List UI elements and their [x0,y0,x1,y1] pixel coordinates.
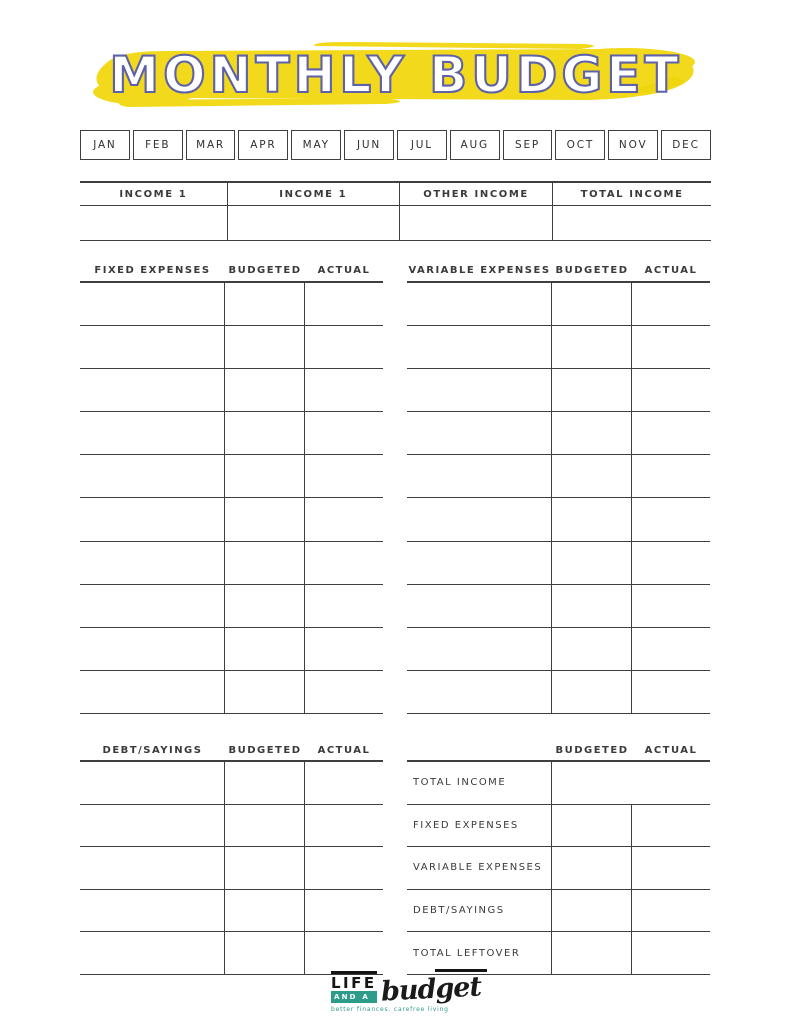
variable-expenses-title: VARIABLE EXPENSES [408,264,551,276]
fixed-actual-cell[interactable] [305,326,383,369]
fixed-name-cell[interactable] [80,283,225,326]
fixed-actual-cell[interactable] [305,628,383,671]
summary-label-fixed-expenses: FIXED EXPENSES [407,805,552,848]
summary-variable-actual[interactable] [632,847,710,890]
debt-budgeted-cell[interactable] [225,847,305,890]
variable-budgeted-cell[interactable] [552,369,632,412]
fixed-budgeted-cell[interactable] [225,498,305,541]
fixed-actual-cell[interactable] [305,283,383,326]
summary-fixed-actual[interactable] [632,805,710,848]
income1b-header: INCOME 1 [228,183,400,206]
variable-name-cell[interactable] [407,412,552,455]
other-income-input[interactable] [400,206,553,240]
variable-budgeted-cell[interactable] [552,455,632,498]
debt-budgeted-cell[interactable] [225,762,305,805]
debt-actual-cell[interactable] [305,805,383,848]
debt-name-cell[interactable] [80,890,225,933]
variable-name-cell[interactable] [407,369,552,412]
debt-savings-table [80,760,383,975]
fixed-budgeted-cell[interactable] [225,671,305,714]
fixed-budgeted-cell[interactable] [225,283,305,326]
variable-name-cell[interactable] [407,498,552,541]
variable-actual-cell[interactable] [632,412,710,455]
variable-actual-cell[interactable] [632,542,710,585]
month-tab-oct[interactable]: OCT [555,130,605,160]
logo-budget-script: budget [379,971,482,1008]
debt-actual-cell[interactable] [305,890,383,933]
month-tab-jun[interactable]: JUN [344,130,394,160]
month-tab-may[interactable]: MAY [291,130,341,160]
fixed-actual-cell[interactable] [305,455,383,498]
month-tab-jul[interactable]: JUL [397,130,447,160]
summary-total-income-value2[interactable] [632,762,710,805]
fixed-budgeted-cell[interactable] [225,369,305,412]
summary-variable-budgeted[interactable] [552,847,632,890]
debt-actual-cell[interactable] [305,762,383,805]
variable-name-cell[interactable] [407,628,552,671]
fixed-expenses-title: FIXED EXPENSES [94,264,211,276]
summary-actual-header: ACTUAL [644,744,698,756]
variable-budgeted-cell[interactable] [552,671,632,714]
variable-name-cell[interactable] [407,671,552,714]
income1-header: INCOME 1 [80,183,228,206]
variable-budgeted-cell[interactable] [552,585,632,628]
fixed-budgeted-cell[interactable] [225,542,305,585]
total-income-header: TOTAL INCOME [553,183,711,206]
summary-label-debt-savings: DEBT/SAYINGS [407,890,552,933]
fixed-actual-cell[interactable] [305,671,383,714]
variable-name-cell[interactable] [407,542,552,585]
total-income-input[interactable] [553,206,711,240]
variable-actual-cell[interactable] [632,326,710,369]
month-selector [80,130,711,160]
month-tab-jan[interactable]: JAN [80,130,130,160]
debt-name-cell[interactable] [80,762,225,805]
variable-name-cell[interactable] [407,585,552,628]
logo-tagline: better finances. carefree living [331,1006,449,1014]
fixed-name-cell[interactable] [80,542,225,585]
fixed-budgeted-cell[interactable] [225,628,305,671]
summary-budgeted-header: BUDGETED [555,744,629,756]
summary-table [407,760,710,975]
variable-expenses-header-row [407,261,710,279]
variable-expenses-table [407,281,710,714]
variable-actual-cell[interactable] [632,585,710,628]
debt-budgeted-cell[interactable] [225,932,305,975]
month-tab-aug[interactable]: AUG [450,130,500,160]
fixed-name-cell[interactable] [80,455,225,498]
debt-actual-header: ACTUAL [317,744,371,756]
debt-name-cell[interactable] [80,932,225,975]
fixed-name-cell[interactable] [80,369,225,412]
variable-budgeted-cell[interactable] [552,498,632,541]
fixed-actual-cell[interactable] [305,412,383,455]
summary-leftover-actual[interactable] [632,932,710,975]
fixed-actual-cell[interactable] [305,542,383,585]
summary-debt-budgeted[interactable] [552,890,632,933]
fixed-actual-cell[interactable] [305,585,383,628]
other-income-header: OTHER INCOME [400,183,553,206]
fixed-budgeted-cell[interactable] [225,585,305,628]
variable-budgeted-cell[interactable] [552,412,632,455]
month-tab-nov[interactable]: NOV [608,130,658,160]
logo-anda-badge: AND A [331,991,377,1003]
debt-savings-title: DEBT/SAYINGS [102,744,203,756]
variable-budgeted-cell[interactable] [552,326,632,369]
fixed-budgeted-header: BUDGETED [228,264,302,276]
debt-name-cell[interactable] [80,847,225,890]
variable-actual-cell[interactable] [632,283,710,326]
summary-header-row [407,741,710,759]
logo-life-text: LIFE [331,973,377,992]
debt-actual-cell[interactable] [305,932,383,975]
variable-actual-header: ACTUAL [644,264,698,276]
variable-actual-cell[interactable] [632,671,710,714]
income1b-input[interactable] [228,206,400,240]
month-tab-mar[interactable]: MAR [186,130,236,160]
variable-actual-cell[interactable] [632,369,710,412]
summary-fixed-budgeted[interactable] [552,805,632,848]
fixed-name-cell[interactable] [80,498,225,541]
fixed-budgeted-cell[interactable] [225,412,305,455]
brand-logo [331,971,482,1014]
variable-name-cell[interactable] [407,326,552,369]
fixed-name-cell[interactable] [80,628,225,671]
page-title: MONTHLY BUDGET [109,46,683,104]
summary-total-income-value[interactable] [552,762,632,805]
summary-label-variable-expenses: VARIABLE EXPENSES [407,847,552,890]
debt-savings-header-row [80,741,383,759]
fixed-budgeted-cell[interactable] [225,455,305,498]
month-tab-feb[interactable]: FEB [133,130,183,160]
variable-name-cell[interactable] [407,283,552,326]
fixed-budgeted-cell[interactable] [225,326,305,369]
income1-input[interactable] [80,206,228,240]
variable-actual-cell[interactable] [632,628,710,671]
fixed-expenses-header-row [80,261,383,279]
fixed-name-cell[interactable] [80,326,225,369]
fixed-name-cell[interactable] [80,671,225,714]
variable-budgeted-cell[interactable] [552,283,632,326]
summary-label-total-leftover: TOTAL LEFTOVER [407,932,552,975]
fixed-expenses-table [80,281,383,714]
income-table [80,181,711,241]
summary-label-total-income: TOTAL INCOME [407,762,552,805]
variable-budgeted-cell[interactable] [552,628,632,671]
debt-budgeted-header: BUDGETED [228,744,302,756]
variable-actual-cell[interactable] [632,455,710,498]
fixed-actual-cell[interactable] [305,498,383,541]
fixed-name-cell[interactable] [80,412,225,455]
fixed-name-cell[interactable] [80,585,225,628]
variable-budgeted-header: BUDGETED [555,264,629,276]
month-tab-apr[interactable]: APR [238,130,288,160]
fixed-actual-cell[interactable] [305,369,383,412]
fixed-actual-header: ACTUAL [317,264,371,276]
variable-budgeted-cell[interactable] [552,542,632,585]
title-banner [85,32,707,116]
month-tab-sep[interactable]: SEP [503,130,553,160]
month-tab-dec[interactable]: DEC [661,130,711,160]
debt-actual-cell[interactable] [305,847,383,890]
summary-debt-actual[interactable] [632,890,710,933]
debt-name-cell[interactable] [80,805,225,848]
summary-leftover-budgeted[interactable] [552,932,632,975]
debt-budgeted-cell[interactable] [225,805,305,848]
variable-actual-cell[interactable] [632,498,710,541]
debt-budgeted-cell[interactable] [225,890,305,933]
variable-name-cell[interactable] [407,455,552,498]
